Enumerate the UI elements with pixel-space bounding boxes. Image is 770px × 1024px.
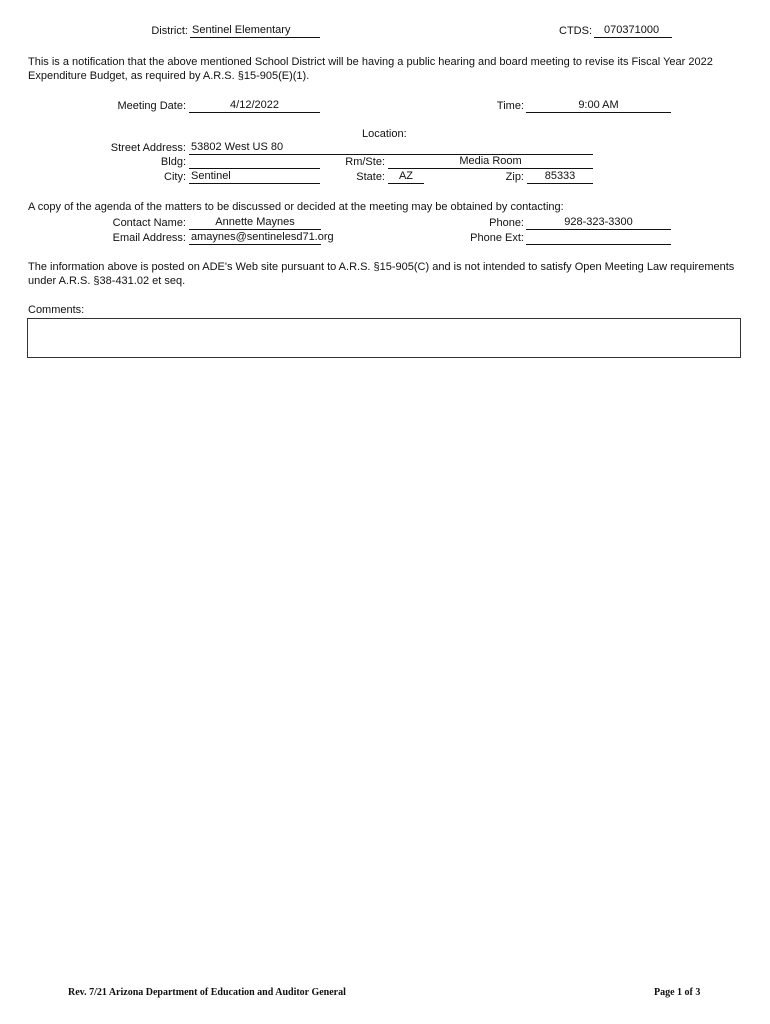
meeting-date-label: Meeting Date: (117, 100, 186, 112)
contact-name-label: Contact Name: (112, 217, 186, 229)
meeting-time-label: Time: (496, 100, 524, 112)
zip-field (527, 170, 593, 184)
district-label: District: (151, 25, 188, 37)
meeting-time-value: 9:00 AM (578, 99, 619, 111)
email-value: amaynes@sentinelesd71.org (191, 231, 334, 243)
footer-page-number: Page 1 of 3 (654, 987, 701, 998)
rm-ste-value: Media Room (459, 155, 522, 167)
ctds-field (594, 24, 672, 38)
street-address-value: 53802 West US 80 (191, 141, 284, 153)
rm-ste-label: Rm/Ste: (345, 156, 385, 168)
meeting-date-field (189, 99, 320, 113)
comments-box (27, 318, 741, 358)
zip-value: 85333 (544, 170, 576, 182)
phone-field (526, 216, 671, 230)
bldg-label: Bldg: (160, 156, 186, 168)
meeting-time-field (526, 99, 671, 113)
phone-value: 928-323-3300 (564, 216, 633, 228)
district-field (190, 24, 320, 38)
contact-intro: A copy of the agenda of the matters to be discussed or decided at the meeting may be obtained by contacting: (28, 201, 564, 213)
rm-ste-field (388, 155, 593, 169)
comments-label: Comments: (28, 304, 85, 316)
city-value: Sentinel (191, 170, 231, 182)
ctds-value: 070371000 (604, 24, 660, 36)
state-field (388, 170, 424, 184)
meeting-date-value: 4/12/2022 (230, 99, 279, 111)
street-address-label: Street Address: (110, 142, 186, 154)
email-field (189, 231, 334, 245)
notice-text: This is a notification that the above mentioned School District will be having a public hearing and board meeting to revise its Fiscal Year 2022 Expenditure Budget, as required by A.R.S. §15-905(E)(1). (28, 56, 713, 82)
disclaimer-text: The information above is posted on ADE's Web site pursuant to A.R.S. §15-905(C) and is not intended to satisfy Open Meeting Law requirements under A.R.S. §38-431.02 et seq. (28, 261, 735, 287)
contact-name-field (189, 216, 321, 230)
city-label: City: (164, 171, 186, 183)
phone-label: Phone: (489, 217, 524, 229)
contact-name-value: Annette Maynes (215, 216, 295, 228)
state-label: State: (356, 171, 385, 183)
district-value: Sentinel Elementary (192, 24, 291, 36)
street-address-field (189, 141, 593, 155)
location-heading: Location: (362, 128, 407, 140)
email-label: Email Address: (112, 232, 186, 244)
state-value: AZ (398, 170, 414, 182)
ctds-label: CTDS: (559, 25, 592, 37)
phone-ext-label: Phone Ext: (470, 232, 524, 244)
phone-ext-field (526, 231, 671, 245)
zip-label: Zip: (505, 171, 524, 183)
footer-revision: Rev. 7/21 Arizona Department of Education and Auditor General (68, 987, 346, 998)
